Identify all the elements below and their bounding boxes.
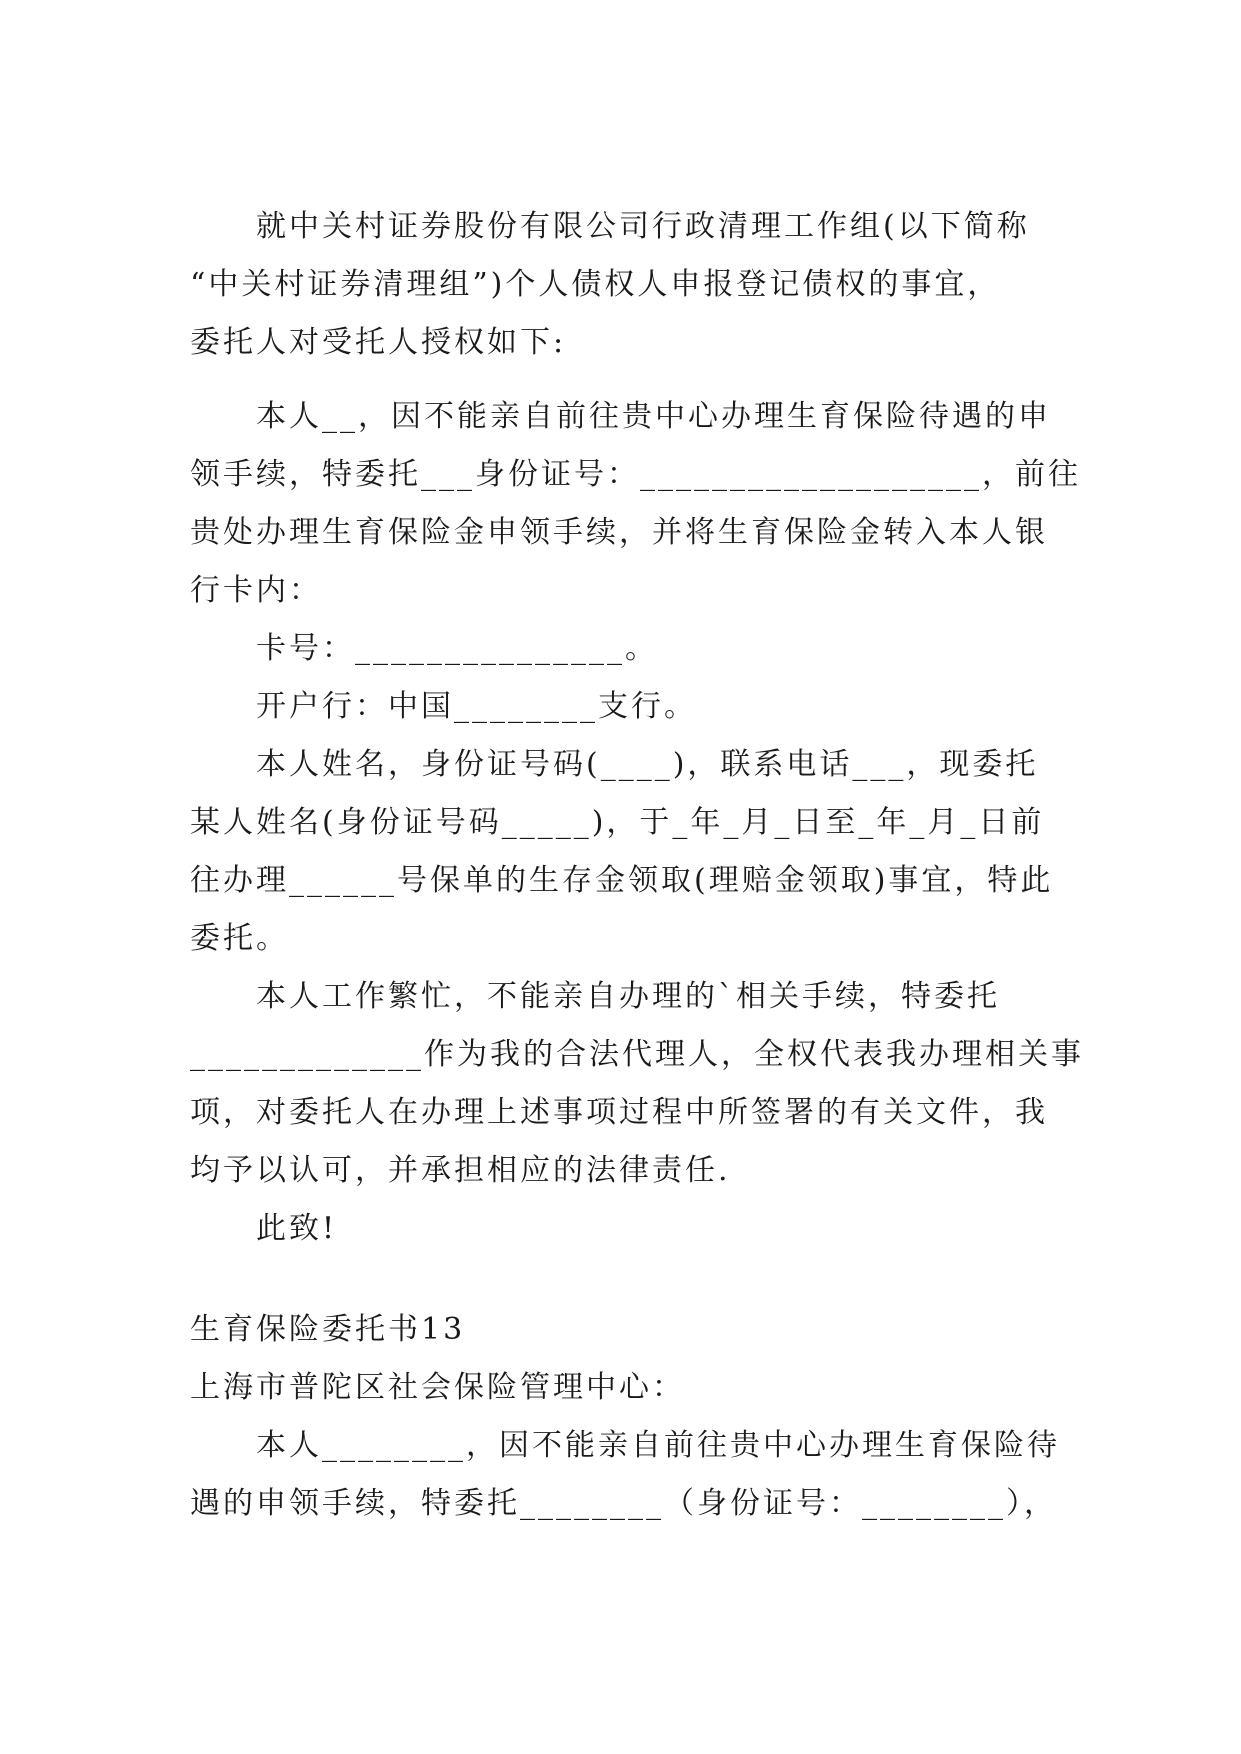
paragraph-line: 领手续，特委托___身份证号：___________________，前往	[190, 457, 1081, 492]
paragraph-line: 委托。	[190, 921, 289, 956]
paragraph-line: 委托人对受托人授权如下:	[190, 325, 567, 360]
paragraph-line: 卡号：_______________。	[190, 631, 658, 666]
paragraph-line: 本人姓名，身份证号码(____)，联系电话___，现委托	[190, 747, 1039, 782]
paragraph-line: “中关村证券清理组”)个人债权人申报登记债权的事宜，	[190, 267, 1001, 302]
closing-line: 此致!	[190, 1211, 338, 1246]
paragraph-line: 贵处办理生育保险金申领手续，并将生育保险金转入本人银	[190, 515, 1048, 550]
paragraph-line: 均予以认可，并承担相应的法律责任.	[190, 1153, 731, 1188]
section-title: 生育保险委托书13	[190, 1312, 466, 1347]
paragraph-line: 往办理______号保单的生存金领取(理赔金领取)事宜，特此	[190, 863, 1054, 898]
addressee-line: 上海市普陀区社会保险管理中心：	[190, 1370, 685, 1405]
paragraph-line: 行卡内：	[190, 573, 322, 608]
paragraph-line: 就中关村证券股份有限公司行政清理工作组(以下简称	[190, 209, 1030, 244]
paragraph-line: 本人工作繁忙，不能亲自办理的`相关手续，特委托	[190, 979, 1000, 1014]
paragraph-line: 本人________，因不能亲自前往贵中心办理生育保险待	[190, 1428, 1060, 1463]
paragraph-line: _____________作为我的合法代理人，全权代表我办理相关事	[190, 1037, 1084, 1072]
paragraph-line: 遇的申领手续，特委托________（身份证号：________），	[190, 1486, 1057, 1521]
paragraph-line: 项，对委托人在办理上述事项过程中所签署的有关文件，我	[190, 1095, 1048, 1130]
paragraph-line: 某人姓名(身份证号码_____)，于_年_月_日至_年_月_日前	[190, 805, 1045, 840]
paragraph-line: 本人__，因不能亲自前往贵中心办理生育保险待遇的申	[190, 399, 1051, 434]
paragraph-line: 开户行：中国________支行。	[190, 689, 697, 724]
